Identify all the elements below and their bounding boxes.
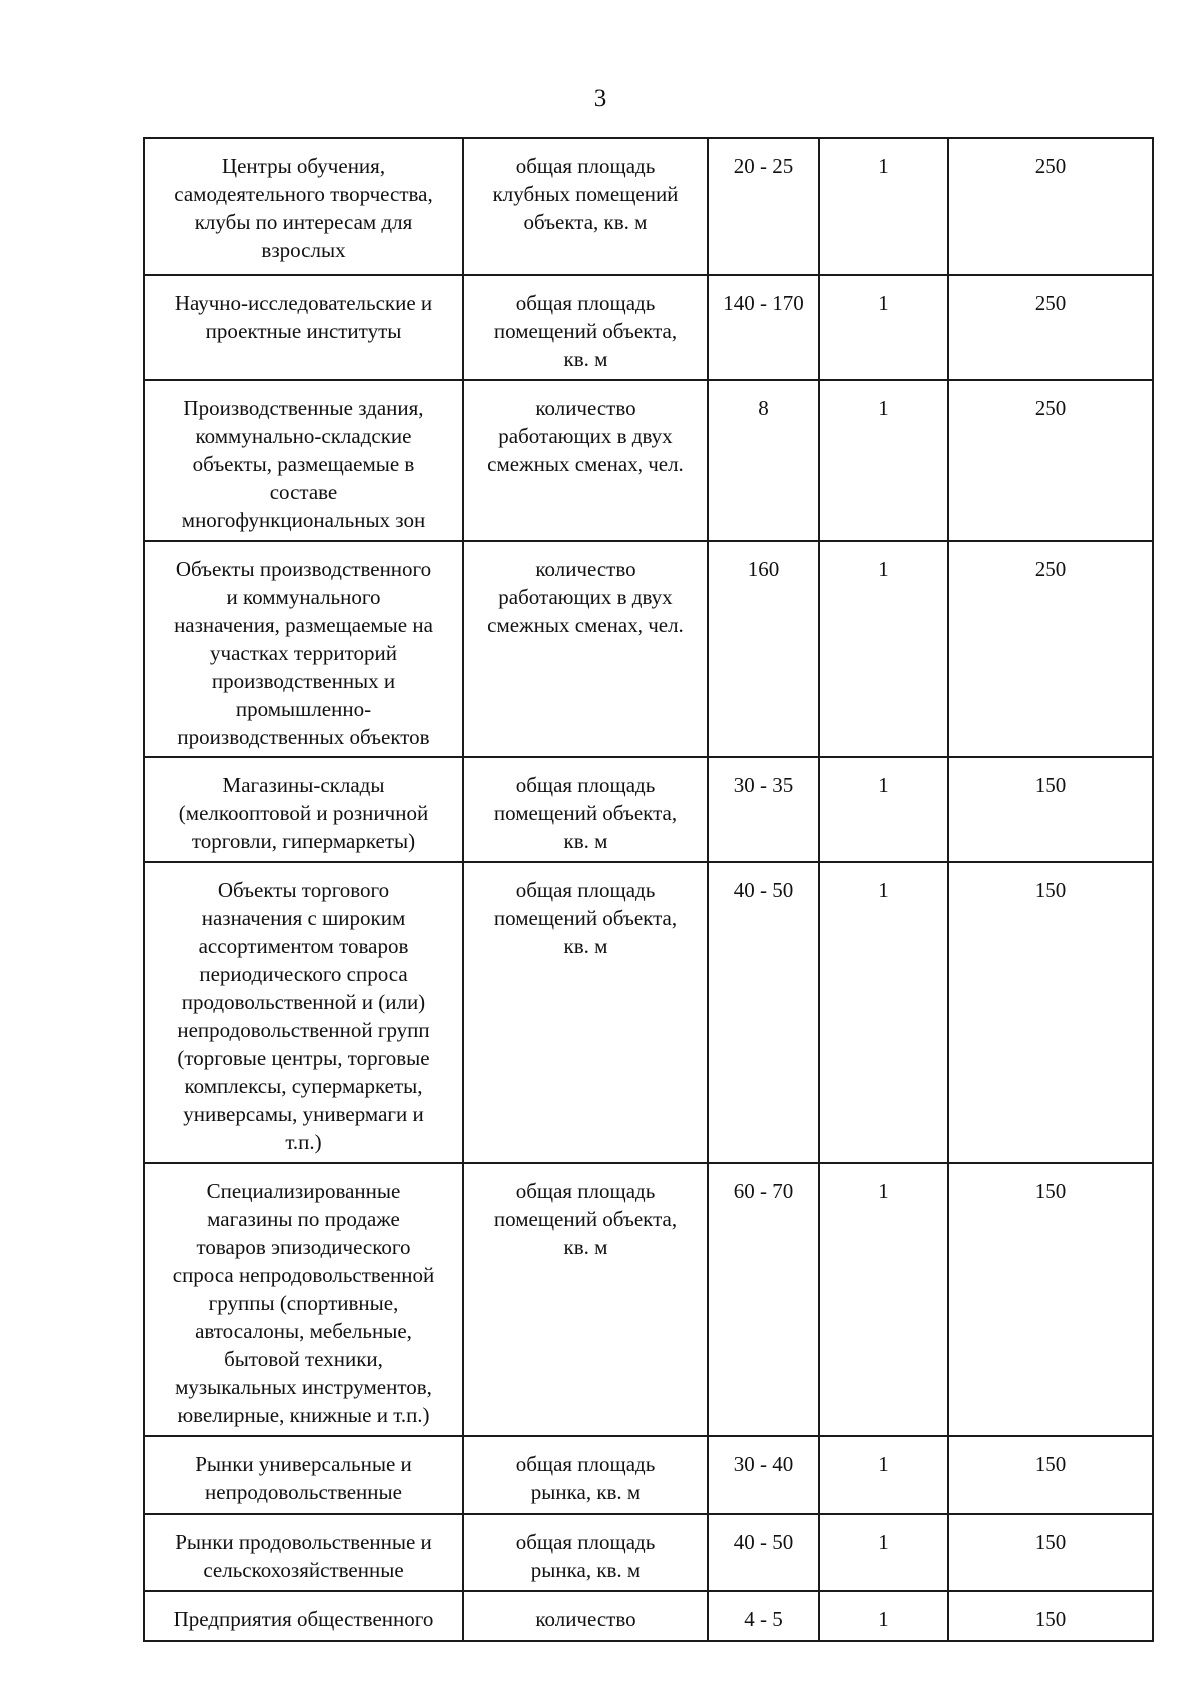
norm-range-cell: 60 - 70 [708,1163,819,1436]
norm-range-cell: 160 [708,541,819,757]
table-row [144,138,1153,275]
count-cell: 1 [819,1163,948,1436]
count-cell: 1 [819,1514,948,1591]
object-type-cell: Центры обучения, самодеятельного творчества, клубы по интересам для взрослых [144,138,463,275]
object-type-cell: Объекты производственного и коммунального назначения, размещаемые на участках территорий производственных и промышленно- производственных объектов [144,541,463,757]
norm-range-cell: 20 - 25 [708,138,819,275]
object-type-cell: Специализированные магазины по продаже товаров эпизодического спроса непродовольственной группы (спортивные, автосалоны, мебельные, бытовой техники, музыкальных инструментов, ювелирные, книжные и т.п.) [144,1163,463,1436]
calculation-unit-cell: общая площадь рынка, кв. м [463,1436,708,1514]
count-cell: 1 [819,862,948,1163]
object-type-cell: Предприятия общественного [144,1591,463,1641]
count-cell: 1 [819,380,948,541]
count-cell: 1 [819,1591,948,1641]
table-row [144,1163,1153,1436]
object-type-cell: Производственные здания, коммунально-складские объекты, размещаемые в составе многофункциональных зон [144,380,463,541]
table-row [144,757,1153,862]
count-cell: 1 [819,541,948,757]
calculation-unit-cell: общая площадь клубных помещений объекта, кв. м [463,138,708,275]
calculation-unit-cell: количество работающих в двух смежных сменах, чел. [463,380,708,541]
count-cell: 1 [819,757,948,862]
calculation-unit-cell: количество работающих в двух смежных сменах, чел. [463,541,708,757]
calculation-unit-cell: общая площадь помещений объекта, кв. м [463,275,708,380]
count-cell: 1 [819,138,948,275]
table-row [144,1514,1153,1591]
distance-cell: 250 [948,541,1153,757]
distance-cell: 250 [948,380,1153,541]
norm-range-cell: 40 - 50 [708,862,819,1163]
calculation-unit-cell: количество [463,1591,708,1641]
distance-cell: 150 [948,1436,1153,1514]
table-row [144,541,1153,757]
calculation-unit-cell: общая площадь помещений объекта, кв. м [463,862,708,1163]
norm-range-cell: 140 - 170 [708,275,819,380]
distance-cell: 250 [948,275,1153,380]
table-row [144,1591,1153,1641]
norm-range-cell: 4 - 5 [708,1591,819,1641]
object-type-cell: Магазины-склады (мелкооптовой и розничной торговли, гипермаркеты) [144,757,463,862]
table-row [144,862,1153,1163]
count-cell: 1 [819,1436,948,1514]
distance-cell: 250 [948,138,1153,275]
calculation-unit-cell: общая площадь помещений объекта, кв. м [463,757,708,862]
distance-cell: 150 [948,862,1153,1163]
page-number: 3 [593,85,607,112]
object-type-cell: Объекты торгового назначения с широким ассортиментом товаров периодического спроса продовольственной и (или) непродовольственной групп (торговые центры, торговые комплексы, супермаркеты, универсамы, универмаги и т.п.) [144,862,463,1163]
table-row [144,380,1153,541]
calculation-unit-cell: общая площадь помещений объекта, кв. м [463,1163,708,1436]
norm-range-cell: 8 [708,380,819,541]
norm-range-cell: 30 - 40 [708,1436,819,1514]
table-row [144,275,1153,380]
object-type-cell: Научно-исследовательские и проектные институты [144,275,463,380]
norm-range-cell: 30 - 35 [708,757,819,862]
parking-norms-table [143,137,1154,1642]
distance-cell: 150 [948,1514,1153,1591]
count-cell: 1 [819,275,948,380]
distance-cell: 150 [948,757,1153,862]
distance-cell: 150 [948,1163,1153,1436]
object-type-cell: Рынки продовольственные и сельскохозяйственные [144,1514,463,1591]
object-type-cell: Рынки универсальные и непродовольственные [144,1436,463,1514]
table-row [144,1436,1153,1514]
distance-cell: 150 [948,1591,1153,1641]
norm-range-cell: 40 - 50 [708,1514,819,1591]
calculation-unit-cell: общая площадь рынка, кв. м [463,1514,708,1591]
